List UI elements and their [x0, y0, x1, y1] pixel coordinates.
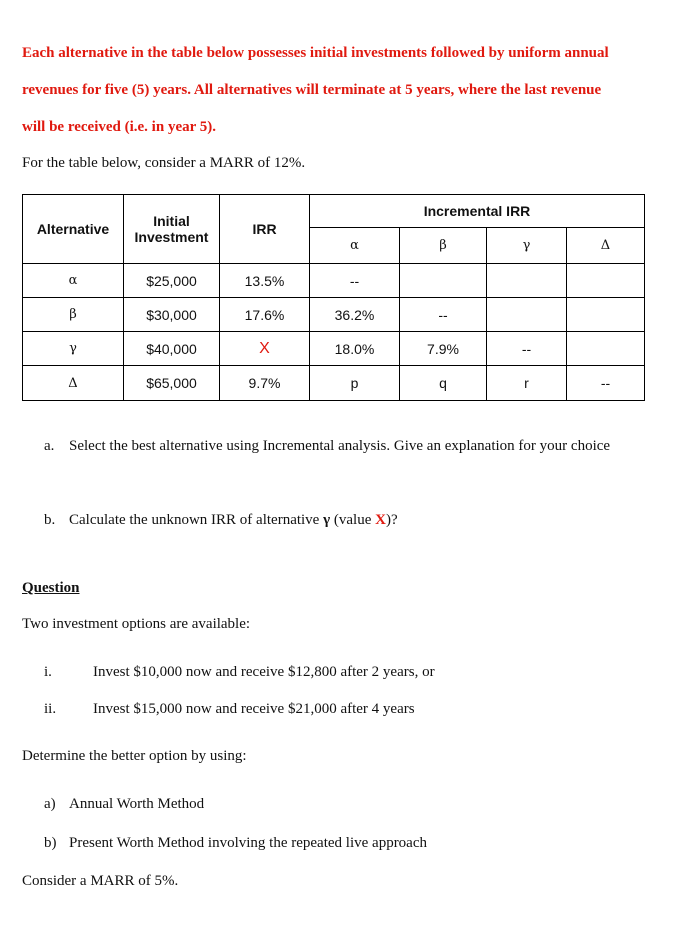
part-b-gamma: γ	[323, 512, 331, 528]
row-alt: Δ	[23, 366, 124, 401]
sub-header-beta: β	[400, 228, 487, 264]
sub-header-delta: Δ	[567, 228, 645, 264]
row-inc-delta	[567, 298, 645, 332]
row-alt: β	[23, 298, 124, 332]
row-alt: α	[23, 264, 124, 298]
row-inc-delta: --	[567, 366, 645, 401]
question-intro: Two investment options are available:	[22, 616, 251, 632]
row-inc-delta	[567, 264, 645, 298]
row-inc-gamma	[487, 298, 567, 332]
determine-text: Determine the better option by using:	[22, 748, 247, 764]
intro-line-1: Each alternative in the table below possesses initial investments followed by uniform annual	[22, 45, 609, 61]
row-irr: 9.7%	[220, 366, 310, 401]
row-inc-gamma: --	[487, 332, 567, 366]
sub-header-gamma: γ	[487, 228, 567, 264]
marr-note: For the table below, consider a MARR of 12%.	[22, 155, 306, 171]
part-a-text: Select the best alternative using Incremental analysis. Give an explanation for your choice	[69, 438, 611, 454]
row-investment: $30,000	[124, 298, 220, 332]
row-inc-alpha: --	[310, 264, 400, 298]
table-row	[23, 332, 645, 366]
option-2-num: ii.	[44, 701, 57, 717]
row-inc-beta	[400, 264, 487, 298]
question-marr: Consider a MARR of 5%.	[22, 873, 179, 889]
part-b-text-before: Calculate the unknown IRR of alternative	[69, 512, 320, 528]
row-investment: $25,000	[124, 264, 220, 298]
part-b-x: X	[375, 512, 386, 528]
row-inc-gamma: r	[487, 366, 567, 401]
option-1-num: i.	[44, 664, 52, 680]
part-a-label: a.	[44, 438, 55, 454]
part-b-text-after: )?	[385, 512, 398, 528]
part-b-label: b.	[44, 512, 56, 528]
header-initial-investment	[124, 195, 220, 264]
method-b-label: b)	[44, 835, 57, 851]
method-a-label: a)	[44, 796, 56, 812]
table-row	[23, 298, 645, 332]
row-irr: 13.5%	[220, 264, 310, 298]
method-b-text: Present Worth Method involving the repeated live approach	[69, 835, 428, 851]
row-investment: $65,000	[124, 366, 220, 401]
row-inc-beta: q	[400, 366, 487, 401]
header-initial-line1: Initial	[153, 213, 190, 229]
row-inc-beta: --	[400, 298, 487, 332]
header-alternative: Alternative	[23, 195, 124, 264]
header-irr: IRR	[220, 195, 310, 264]
table-row	[23, 366, 645, 401]
row-inc-alpha: p	[310, 366, 400, 401]
row-inc-delta	[567, 332, 645, 366]
intro-line-3: will be received (i.e. in year 5).	[22, 119, 216, 135]
row-inc-alpha: 36.2%	[310, 298, 400, 332]
row-alt: γ	[23, 332, 124, 366]
intro-line-2: revenues for five (5) years. All alternatives will terminate at 5 years, where the last revenue	[22, 82, 602, 98]
part-b-text-mid: (value	[333, 512, 372, 528]
part-b-question	[69, 512, 398, 529]
row-inc-beta: 7.9%	[400, 332, 487, 366]
table-row	[23, 264, 645, 298]
row-irr-unknown: X	[220, 332, 310, 366]
header-incremental-irr: Incremental IRR	[310, 195, 645, 228]
header-initial-line2: Investment	[134, 229, 209, 245]
row-inc-alpha: 18.0%	[310, 332, 400, 366]
question-heading: Question	[22, 580, 80, 596]
method-a-text: Annual Worth Method	[69, 796, 205, 812]
row-investment: $40,000	[124, 332, 220, 366]
option-2-text: Invest $15,000 now and receive $21,000 after 4 years	[93, 701, 415, 717]
incremental-irr-table	[22, 194, 645, 401]
row-irr: 17.6%	[220, 298, 310, 332]
option-1-text: Invest $10,000 now and receive $12,800 after 2 years, or	[93, 664, 435, 680]
sub-header-alpha: α	[310, 228, 400, 264]
row-inc-gamma	[487, 264, 567, 298]
